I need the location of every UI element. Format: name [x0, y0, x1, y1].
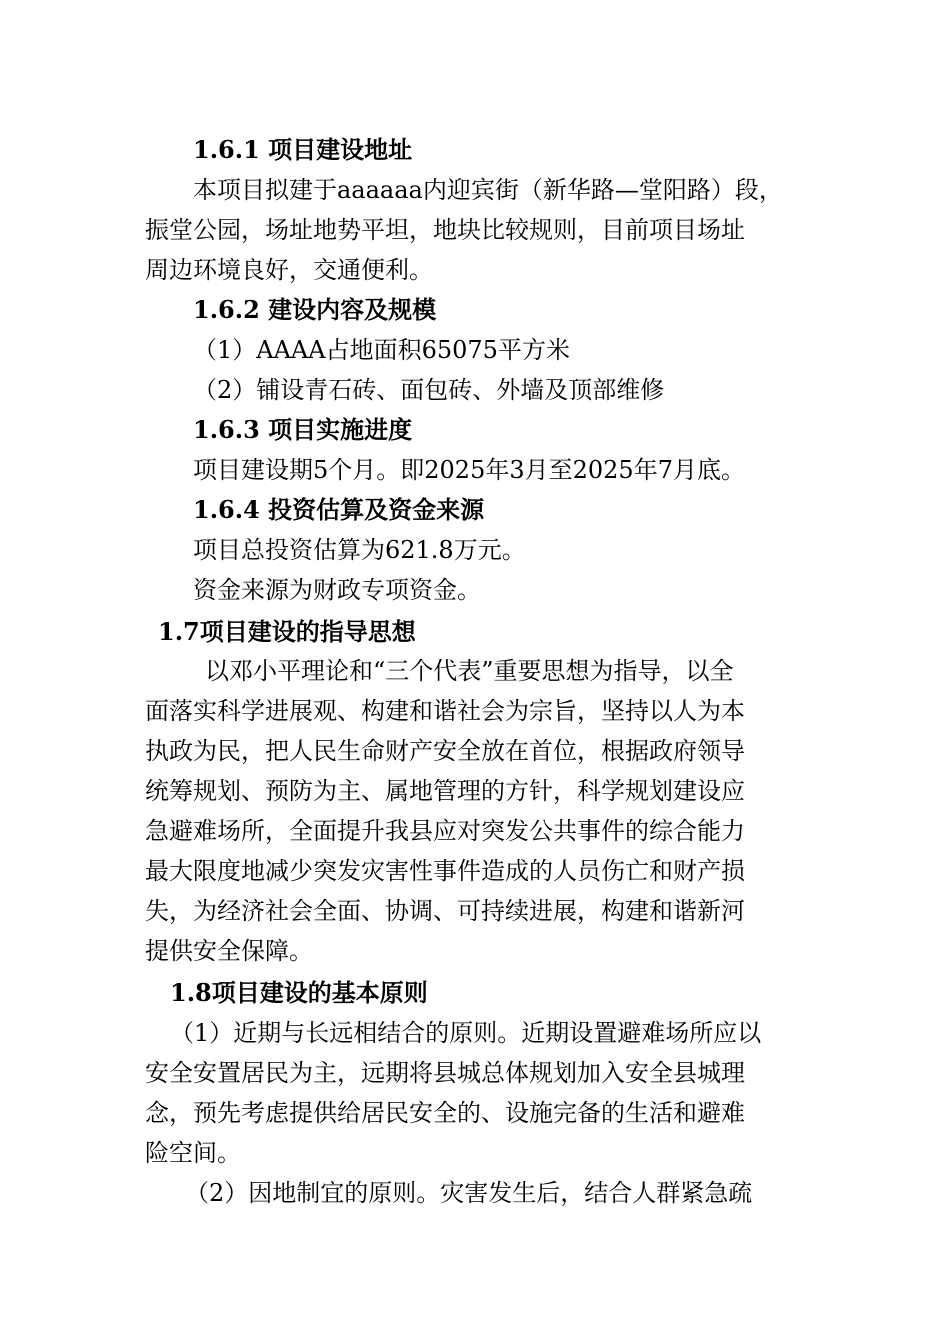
paragraph-line: 最大限度地减少突发灾害性事件造成的人员伤亡和财产损 [145, 857, 745, 885]
section-heading-1-6-4: 1.6.4 投资估算及资金来源 [193, 495, 485, 524]
section-heading-1-7: 1.7项目建设的指导思想 [158, 617, 416, 646]
paragraph-line: 念，预先考虑提供给居民安全的、设施完备的生活和避难 [145, 1099, 745, 1127]
list-item: （1）AAAA占地面积65075平方米 [193, 336, 570, 364]
paragraph-line: 本项目拟建于aaaaaa内迎宾街（新华路—堂阳路）段， [193, 176, 783, 204]
paragraph-line: 统筹规划、预防为主、属地管理的方针，科学规划建设应 [145, 777, 745, 805]
paragraph-line: 提供安全保障。 [145, 937, 313, 965]
paragraph-line: 资金来源为财政专项资金。 [193, 576, 481, 604]
paragraph-line: 执政为民，把人民生命财产安全放在首位，根据政府领导 [145, 737, 745, 765]
paragraph-line: 失，为经济社会全面、协调、可持续进展，构建和谐新河 [145, 897, 745, 925]
paragraph-line: 振堂公园，场址地势平坦，地块比较规则，目前项目场址 [145, 216, 745, 244]
paragraph-line: 安全安置居民为主，远期将县城总体规划加入安全县城理 [145, 1059, 745, 1087]
section-heading-1-6-1: 1.6.1 项目建设地址 [193, 135, 413, 164]
paragraph-line: 以邓小平理论和“三个代表”重要思想为指导，以全 [205, 657, 734, 685]
paragraph-line: （1）近期与长远相结合的原则。近期设置避难场所应以 [170, 1019, 762, 1047]
paragraph-line: 面落实科学进展观、构建和谐社会为宗旨，坚持以人为本 [145, 697, 745, 725]
section-heading-1-6-3: 1.6.3 项目实施进度 [193, 415, 413, 444]
paragraph-line: （2）因地制宜的原则。灾害发生后，结合人群紧急疏 [185, 1179, 753, 1207]
paragraph-line: 险空间。 [145, 1139, 241, 1167]
paragraph-line: 项目建设期5个月。即2025年3月至2025年7月底。 [193, 456, 745, 484]
section-heading-1-8: 1.8项目建设的基本原则 [170, 978, 428, 1007]
section-heading-1-6-2: 1.6.2 建设内容及规模 [193, 295, 437, 324]
paragraph-line: 急避难场所，全面提升我县应对突发公共事件的综合能力 [145, 817, 745, 845]
paragraph-line: 项目总投资估算为621.8万元。 [193, 536, 526, 564]
paragraph-line: 周边环境良好，交通便利。 [145, 256, 433, 284]
list-item: （2）铺设青石砖、面包砖、外墙及顶部维修 [193, 376, 665, 404]
